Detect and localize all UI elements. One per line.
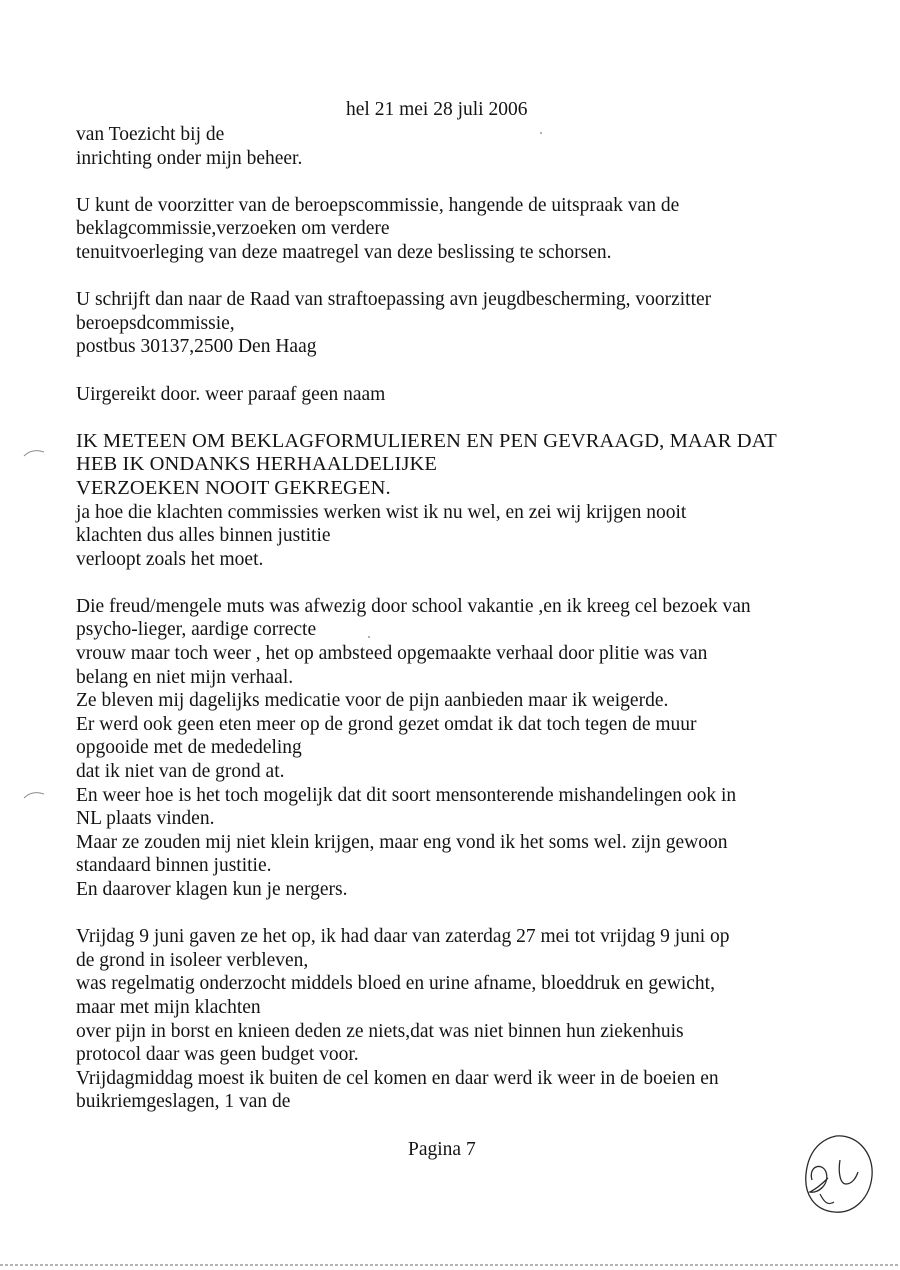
text-line: standaard binnen justitie. [76, 855, 272, 877]
text-line: Uirgereikt door. weer paraaf geen naam [76, 383, 386, 405]
scan-speck [540, 132, 542, 134]
text-line: belang en niet mijn verhaal. [76, 666, 294, 688]
text-line: postbus 30137,2500 Den Haag [76, 336, 317, 358]
document-body [76, 123, 836, 1114]
text-line: Die freud/mengele muts was afwezig door school vakantie ,en ik kreeg cel bezoek van [76, 595, 751, 617]
text-line: Vrijdag 9 juni gaven ze het op, ik had daar van zaterdag 27 mei tot vrijdag 9 juni op [76, 926, 730, 948]
scan-speck [368, 636, 370, 638]
text-line: buikriemgeslagen, 1 van de [76, 1091, 291, 1113]
text-line: opgooide met de mededeling [76, 737, 302, 759]
text-line: maar met mijn klachten [76, 996, 261, 1018]
text-line: Vrijdagmiddag moest ik buiten de cel komen en daar werd ik weer in de boeien en [76, 1067, 719, 1089]
text-line: NL plaats vinden. [76, 808, 215, 830]
text-line: psycho-lieger, aardige correcte [76, 619, 317, 641]
text-line: klachten dus alles binnen justitie [76, 525, 331, 547]
text-line: VERZOEKEN NOOIT GEKREGEN. [76, 476, 391, 499]
paragraph-gap [76, 359, 836, 383]
text-line: de grond in isoleer verbleven, [76, 949, 309, 971]
page-header-date-range: hel 21 mei 28 juli 2006 [346, 99, 528, 120]
paragraph-gap [76, 265, 836, 289]
text-line: beroepsdcommissie, [76, 312, 235, 334]
text-line: U kunt de voorzitter van de beroepscommissie, hangende de uitspraak van de [76, 194, 680, 216]
text-line: beklagcommissie,verzoeken om verdere [76, 218, 390, 240]
paragraph-gap [76, 571, 836, 595]
text-line: inrichting onder mijn beheer. [76, 147, 303, 169]
text-line: dat ik niet van de grond at. [76, 761, 285, 783]
text-line: IK METEEN OM BEKLAGFORMULIEREN EN PEN GEVRAAGD, MAAR DAT [76, 429, 777, 452]
text-line: Maar ze zouden mij niet klein krijgen, maar eng vond ik het soms wel. zijn gewoon [76, 831, 728, 853]
text-line: Ze bleven mij dagelijks medicatie voor de pijn aanbieden maar ik weigerde. [76, 690, 669, 712]
text-line: Er werd ook geen eten meer op de grond gezet omdat ik dat toch tegen de muur [76, 713, 697, 735]
page-number: Pagina 7 [408, 1139, 476, 1160]
text-line: verloopt zoals het moet. [76, 548, 264, 570]
paragraph-gap [76, 902, 836, 926]
text-line: En daarover klagen kun je nergers. [76, 879, 348, 900]
handwritten-page-number-seal [798, 1132, 878, 1218]
margin-tick-mark [22, 446, 46, 458]
text-line: over pijn in borst en knieen deden ze niets,dat was niet binnen hun ziekenhuis [76, 1020, 684, 1042]
text-line: ja hoe die klachten commissies werken wist ik nu wel, en zei wij krijgen nooit [76, 501, 687, 523]
text-line: vrouw maar toch weer , het op ambsteed opgemaakte verhaal door plitie was van [76, 643, 708, 665]
margin-tick-mark [22, 788, 46, 800]
text-line: En weer hoe is het toch mogelijk dat dit soort mensonterende mishandelingen ook in [76, 784, 737, 806]
text-line: tenuitvoerleging van deze maatregel van deze beslissing te schorsen. [76, 241, 612, 263]
paragraph-gap [76, 406, 836, 430]
paragraph-gap [76, 170, 836, 194]
scan-bottom-edge [0, 1264, 900, 1266]
text-line: HEB IK ONDANKS HERHAALDELIJKE [76, 453, 438, 476]
text-line: van Toezicht bij de [76, 124, 225, 145]
text-line: U schrijft dan naar de Raad van straftoepassing avn jeugdbescherming, voorzitter [76, 289, 712, 311]
text-line: was regelmatig onderzocht middels bloed en urine afname, bloeddruk en gewicht, [76, 973, 715, 995]
text-line: protocol daar was geen budget voor. [76, 1044, 359, 1066]
